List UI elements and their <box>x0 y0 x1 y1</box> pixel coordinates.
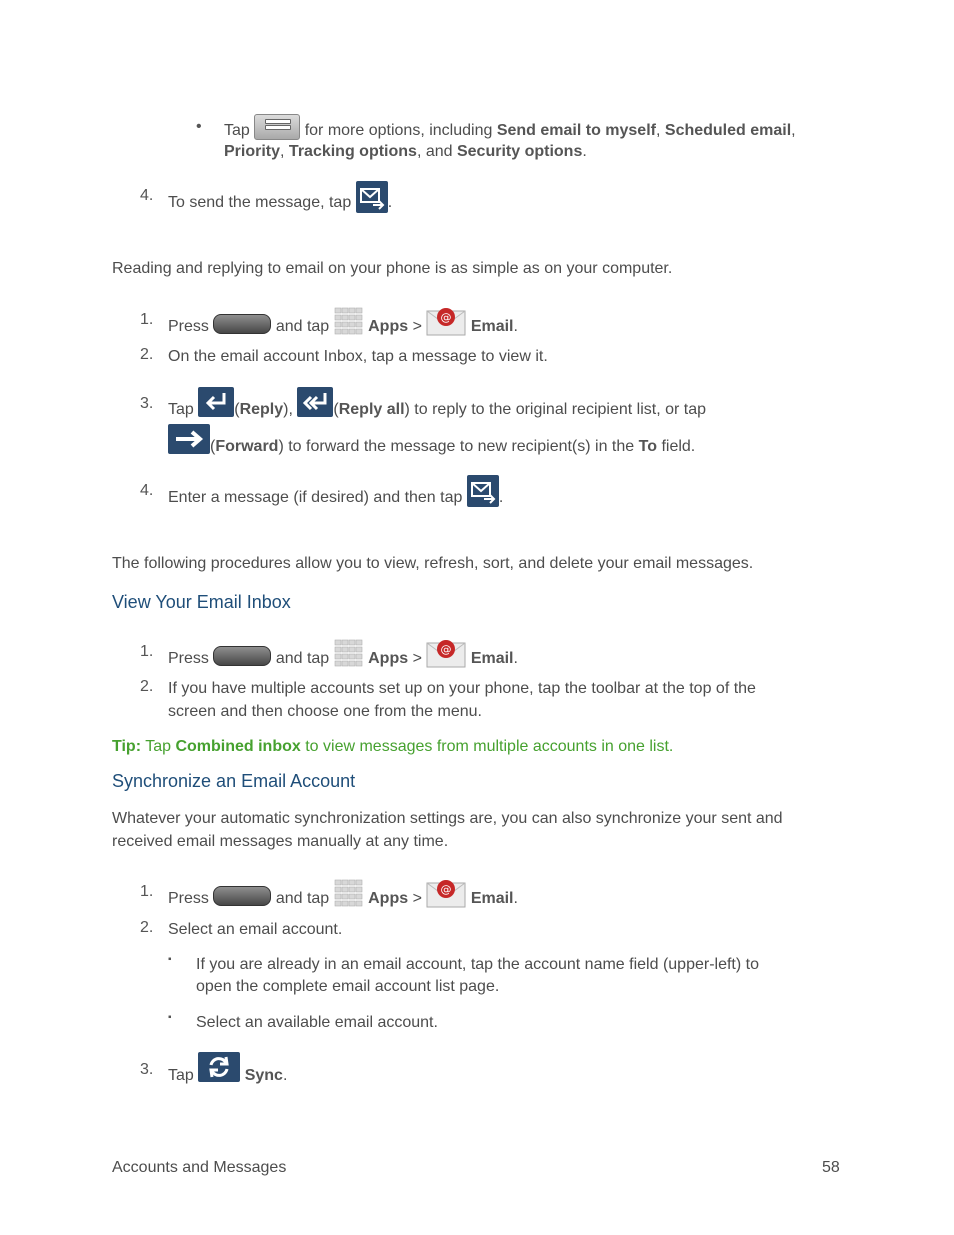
step-text: To send the message, tap <box>168 194 352 212</box>
step-send <box>168 187 392 219</box>
sync-bullet-1-line-1: If you are already in an email account, tap the account name field (upper-left) to <box>196 956 759 973</box>
sub-bullet: ▪ <box>168 1012 172 1023</box>
step-number: 1. <box>140 883 154 900</box>
tip-label: Tip: <box>112 738 142 755</box>
text-tap: Tap <box>168 1067 194 1085</box>
period: . <box>282 1067 288 1085</box>
period: . <box>582 143 587 160</box>
apps-grid-icon <box>334 879 364 909</box>
text-tap: Tap <box>168 401 194 419</box>
paren: ( <box>333 401 339 419</box>
text-and-tap: and tap <box>275 890 330 908</box>
paren: ( <box>210 438 216 456</box>
tip <box>112 736 673 758</box>
svg-text:@: @ <box>440 883 452 896</box>
forward-icon <box>168 424 210 454</box>
reply-step-3-line-1 <box>168 395 706 425</box>
reply-step-2: On the email account Inbox, tap a message to view it. <box>168 348 548 365</box>
sync-step-1 <box>168 883 518 915</box>
inbox-step-1 <box>168 643 518 675</box>
reply-step-1 <box>168 311 518 343</box>
home-key-icon <box>213 886 271 906</box>
sub-bullet: ▪ <box>168 954 172 965</box>
apps-label: Apps <box>368 890 409 908</box>
step-number: 4. <box>140 187 154 204</box>
reply-step-3-line-2 <box>168 432 695 462</box>
sep: , <box>655 122 661 140</box>
svg-text:@: @ <box>440 311 452 324</box>
reply-intro: Reading and replying to email on your phone is as simple as on your computer. <box>112 260 673 277</box>
option-send-to-myself: Send email to myself <box>496 122 656 140</box>
step-text: field. <box>661 438 696 456</box>
bullet-line-2 <box>224 141 587 163</box>
option-scheduled-email: Scheduled email <box>664 122 792 140</box>
text-press: Press <box>168 650 209 668</box>
sync-bullet-1-line-2: open the complete email account list page. <box>196 978 500 995</box>
apps-label: Apps <box>368 318 409 336</box>
step-text: ) to reply to the original recipient list, or tap <box>404 401 707 419</box>
step-number: 1. <box>140 643 154 660</box>
sync-step-3 <box>168 1061 287 1091</box>
apps-grid-icon <box>334 639 364 669</box>
sync-step-2: Select an email account. <box>168 921 343 938</box>
email-app-icon <box>426 637 466 669</box>
text-and-tap: and tap <box>275 650 330 668</box>
step-number: 3. <box>140 395 154 412</box>
email-app-icon <box>426 305 466 337</box>
step-text: ) to forward the message to new recipient(s) in the <box>278 438 635 456</box>
inbox-step-2-line-2: screen and then choose one from the menu. <box>168 703 482 720</box>
sync-intro-line-2: received email messages manually at any time. <box>112 833 449 850</box>
period: . <box>513 318 518 336</box>
paren: ), <box>283 401 293 419</box>
period: . <box>498 489 504 507</box>
separator: > <box>412 318 422 336</box>
sync-intro-line-1: Whatever your automatic synchronization settings are, you can also synchronize your sent and <box>112 810 783 827</box>
reply-step-4 <box>168 482 503 514</box>
option-tracking: Tracking options <box>288 143 417 160</box>
home-key-icon <box>213 646 271 666</box>
apps-grid-icon <box>334 307 364 337</box>
email-label: Email <box>470 318 514 336</box>
inbox-heading: View Your Email Inbox <box>112 592 291 612</box>
option-security: Security options <box>456 143 583 160</box>
step-number: 4. <box>140 482 154 499</box>
period: . <box>387 194 393 212</box>
email-label: Email <box>470 890 514 908</box>
step-number: 2. <box>140 346 154 363</box>
step-text: Enter a message (if desired) and then tap <box>168 489 463 507</box>
separator: > <box>412 650 422 668</box>
sep: , <box>791 122 796 140</box>
text-intro: for more options, including <box>304 122 493 140</box>
tip-combined-inbox: Combined inbox <box>175 738 301 755</box>
paren: ( <box>234 401 240 419</box>
sync-bullet-2: Select an available email account. <box>196 1014 438 1031</box>
email-app-icon <box>426 877 466 909</box>
text-press: Press <box>168 318 209 336</box>
step-number: 2. <box>140 919 154 936</box>
period: . <box>513 890 518 908</box>
option-priority: Priority <box>224 143 281 160</box>
sep: , and <box>416 143 453 160</box>
sync-icon <box>198 1052 240 1082</box>
step-number: 3. <box>140 1061 154 1078</box>
page-number: 58 <box>822 1159 840 1176</box>
sync-heading: Synchronize an Email Account <box>112 771 356 791</box>
text-press: Press <box>168 890 209 908</box>
inbox-step-2-line-1: If you have multiple accounts set up on your phone, tap the toolbar at the top of the <box>168 680 756 697</box>
text-and-tap: and tap <box>275 318 330 336</box>
home-key-icon <box>213 314 271 334</box>
step-number: 1. <box>140 311 154 328</box>
send-icon <box>356 181 388 213</box>
tip-text: to view messages from multiple accounts in one list. <box>305 738 674 755</box>
svg-text:@: @ <box>440 643 452 656</box>
text-tap: Tap <box>224 122 250 140</box>
apps-label: Apps <box>368 650 409 668</box>
separator: > <box>412 890 422 908</box>
email-label: Email <box>470 650 514 668</box>
reply-all-label: Reply all <box>338 401 405 419</box>
reply-label: Reply <box>239 401 284 419</box>
send-icon <box>467 475 499 507</box>
reply-all-icon <box>297 387 333 417</box>
sep: , <box>280 143 285 160</box>
period: . <box>513 650 518 668</box>
bullet: • <box>196 118 202 135</box>
footer-section: Accounts and Messages <box>112 1159 287 1176</box>
reply-icon <box>198 387 234 417</box>
tip-text: Tap <box>145 738 171 755</box>
step-number: 2. <box>140 678 154 695</box>
to-label: To <box>638 438 657 456</box>
sync-label: Sync <box>244 1067 283 1085</box>
menu-icon <box>254 114 300 140</box>
forward-label: Forward <box>215 438 279 456</box>
manage-intro: The following procedures allow you to view, refresh, sort, and delete your email messages. <box>112 555 754 572</box>
